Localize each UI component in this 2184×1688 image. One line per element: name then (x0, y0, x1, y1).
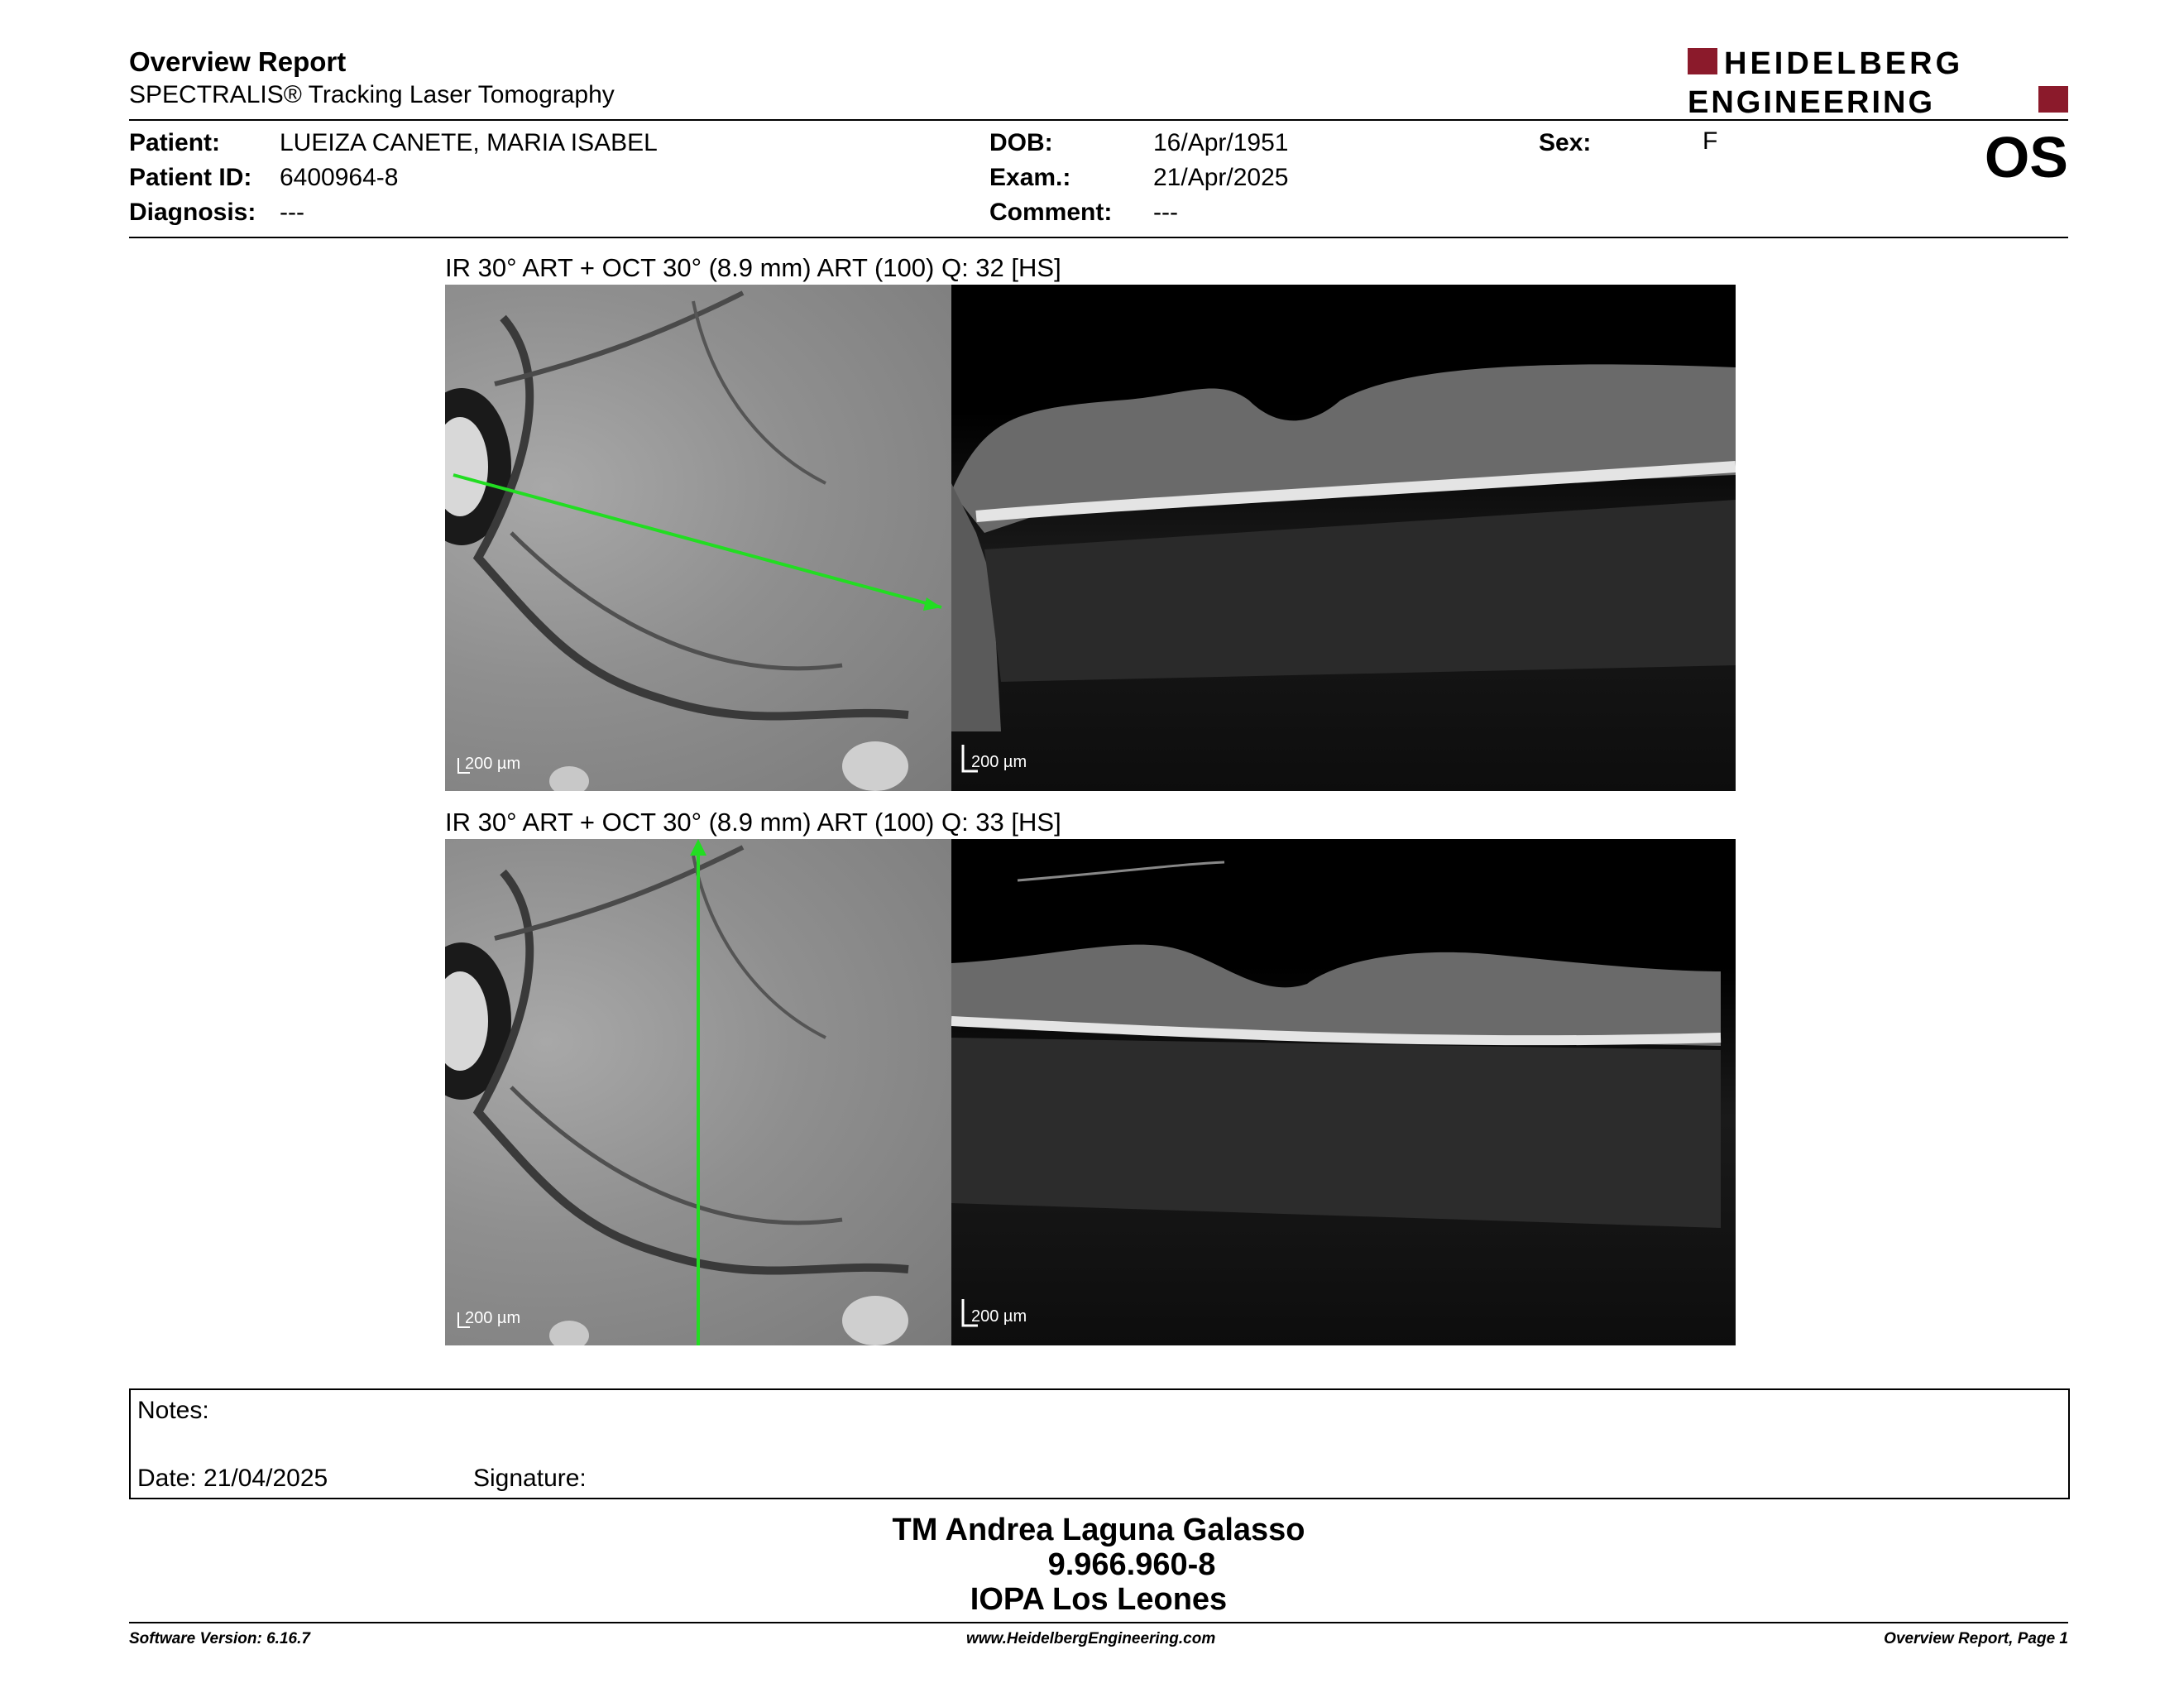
patient-name: LUEIZA CANETE, MARIA ISABEL (280, 129, 658, 156)
eye-indicator: OS (1984, 125, 2068, 189)
signer-id: 9.966.960-8 (1047, 1547, 1216, 1582)
oct-scale-label: 200 µm (971, 1307, 1027, 1326)
fundus-scale-label: 200 µm (465, 755, 521, 773)
fundus-scale-label: 200 µm (465, 1309, 521, 1327)
oct-bscan-image (951, 285, 1736, 791)
oct-scale-label: 200 µm (971, 753, 1027, 771)
signature-label: Signature: (473, 1465, 587, 1492)
website-link[interactable]: www.HeidelbergEngineering.com (966, 1630, 1216, 1647)
patient-id-label: Patient ID: (129, 164, 252, 191)
notes-label: Notes: (137, 1397, 209, 1424)
fundus-image (445, 285, 951, 791)
comment-value: --- (1153, 199, 1178, 226)
footer-rule (129, 1622, 2068, 1623)
page-info: Overview Report, Page 1 (1884, 1630, 2068, 1647)
software-version: Software Version: 6.16.7 (129, 1630, 310, 1647)
comment-label: Comment: (989, 199, 1113, 226)
signer-institution: IOPA Los Leones (970, 1582, 1228, 1617)
patient-id: 6400964-8 (280, 164, 399, 191)
scan-title: IR 30° ART + OCT 30° (8.9 mm) ART (100) Q: 33 [HS] (445, 808, 1061, 837)
dob-label: DOB: (989, 129, 1053, 156)
header-rule (129, 119, 2068, 121)
patient-rule (129, 237, 2068, 238)
notes-date: Date: 21/04/2025 (137, 1465, 328, 1492)
report-subtitle: SPECTRALIS® Tracking Laser Tomography (129, 81, 615, 108)
heidelberg-logo (1688, 46, 2068, 116)
oct-bscan-image (951, 839, 1736, 1345)
scan-title: IR 30° ART + OCT 30° (8.9 mm) ART (100) Q: 32 [HS] (445, 253, 1061, 282)
sex-label: Sex: (1539, 129, 1592, 156)
sex-value: F (1703, 127, 1718, 155)
logo-line2: ENGINEERING (1688, 85, 1936, 116)
scan-line-horizontal (453, 475, 941, 607)
notes-box (129, 1388, 2070, 1499)
exam-label: Exam.: (989, 164, 1071, 191)
diagnosis-label: Diagnosis: (129, 199, 256, 226)
logo-line1: HEIDELBERG (1724, 46, 1964, 81)
exam-value: 21/Apr/2025 (1153, 164, 1289, 191)
report-title: Overview Report (129, 46, 347, 77)
diagnosis-value: --- (280, 199, 304, 226)
signer-name: TM Andrea Laguna Galasso (892, 1513, 1305, 1547)
fundus-image (445, 839, 951, 1345)
patient-label: Patient: (129, 129, 221, 156)
dob-value: 16/Apr/1951 (1153, 129, 1289, 156)
